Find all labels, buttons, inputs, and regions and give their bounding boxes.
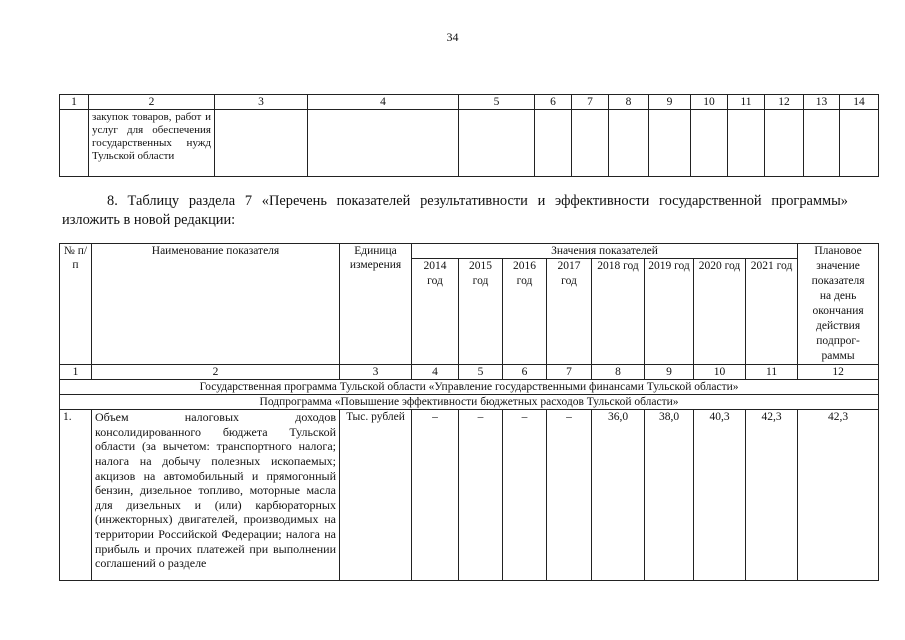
col-number: 4 [308, 95, 459, 110]
header-year: 2016 год [503, 259, 547, 365]
header-year: 2019 год [645, 259, 694, 365]
col-number: 11 [728, 95, 765, 110]
table-cell [765, 110, 804, 177]
value-cell: 42,3 [746, 410, 798, 581]
value-cell: 36,0 [592, 410, 645, 581]
col-number: 1 [60, 95, 89, 110]
header-year: 2018 год [592, 259, 645, 365]
header-values-group: Значения показателей [412, 244, 798, 259]
col-number: 9 [645, 365, 694, 380]
subprogram-title-row [60, 395, 879, 410]
column-number-row [60, 95, 879, 110]
header-year: 2020 год [694, 259, 746, 365]
value-cell: 38,0 [645, 410, 694, 581]
value-cell: – [412, 410, 459, 581]
page-number: 34 [446, 30, 459, 44]
col-number: 5 [459, 95, 535, 110]
header-plan-value [798, 244, 879, 365]
col-number: 3 [215, 95, 308, 110]
program-title-row [60, 380, 879, 395]
col-number: 2 [89, 95, 215, 110]
col-number: 5 [459, 365, 503, 380]
plan-header-line: раммы [821, 350, 855, 362]
indicator-unit: Тыс. рублей [340, 410, 412, 581]
subprogram-title: Подпрограмма «Повышение эффективности бюджетных расходов Тульской области» [60, 395, 879, 410]
value-cell: – [459, 410, 503, 581]
indicators-table [59, 243, 879, 581]
plan-header-line: подпрог- [816, 335, 860, 347]
header-year: 2015 год [459, 259, 503, 365]
row-number: 1. [60, 410, 92, 581]
col-number: 2 [92, 365, 340, 380]
table-cell [60, 110, 89, 177]
plan-header-line: показателя [811, 275, 865, 287]
procurement-text-cell: закупок товаров, работ и услуг для обеспечения государственных нужд Тульской области [89, 110, 215, 177]
table-cell [840, 110, 879, 177]
col-number: 14 [840, 95, 879, 110]
table-cell [804, 110, 840, 177]
table-cell [609, 110, 649, 177]
plan-header-line: на день [819, 290, 857, 302]
program-title: Государственная программа Тульской области «Управление государственными финансами Тульской области» [60, 380, 879, 395]
header-num: № п/п [60, 244, 92, 365]
col-number: 7 [547, 365, 592, 380]
table-cell [308, 110, 459, 177]
header-year: 2014 год [412, 259, 459, 365]
header-year: 2021 год [746, 259, 798, 365]
col-number: 4 [412, 365, 459, 380]
amendment-paragraph: 8. Таблицу раздела 7 «Перечень показателей результативности и эффективности государственной программы» изложить в новой редакции: [62, 193, 848, 228]
table-cell [535, 110, 572, 177]
col-number: 13 [804, 95, 840, 110]
col-number: 8 [592, 365, 645, 380]
plan-header-line: действия [816, 320, 861, 332]
col-number: 12 [798, 365, 879, 380]
plan-header-line: Плановое [814, 245, 862, 257]
value-cell: 40,3 [694, 410, 746, 581]
header-indicator-name: Наименование показателя [92, 244, 340, 365]
col-number: 12 [765, 95, 804, 110]
indicator-name: Объем налоговых доходов консолидированного бюджета Тульской области (за вычетом: транспортного налога; налога на добычу полезных ископаемых; акцизов на автомобильный и прямогонный бензин, дизельное топливо, моторные масла для дизельных и (или) карбюраторных (инжекторных) двигателей, производимых на территории Российской Федерации; налога на прибыль и прочих платежей при выполнении соглашений о разделе [92, 410, 340, 581]
plan-value-cell: 42,3 [798, 410, 879, 581]
col-number: 6 [503, 365, 547, 380]
value-cell: – [503, 410, 547, 581]
table-cell [649, 110, 691, 177]
table-row [60, 410, 879, 581]
table-cell [215, 110, 308, 177]
header-unit: Единица измерения [340, 244, 412, 365]
col-number: 3 [340, 365, 412, 380]
col-number: 6 [535, 95, 572, 110]
table-cell [572, 110, 609, 177]
col-number: 11 [746, 365, 798, 380]
column-number-row [60, 365, 879, 380]
col-number: 1 [60, 365, 92, 380]
col-number: 8 [609, 95, 649, 110]
plan-header-line: окончания [812, 305, 864, 317]
col-number: 9 [649, 95, 691, 110]
header-row [60, 244, 879, 259]
col-number: 10 [694, 365, 746, 380]
table-cell [459, 110, 535, 177]
header-year: 2017 год [547, 259, 592, 365]
plan-header-line: значение [816, 260, 860, 272]
table-cell [728, 110, 765, 177]
col-number: 7 [572, 95, 609, 110]
table-row [60, 110, 879, 177]
continuation-table [59, 94, 879, 177]
table-cell [691, 110, 728, 177]
value-cell: – [547, 410, 592, 581]
col-number: 10 [691, 95, 728, 110]
